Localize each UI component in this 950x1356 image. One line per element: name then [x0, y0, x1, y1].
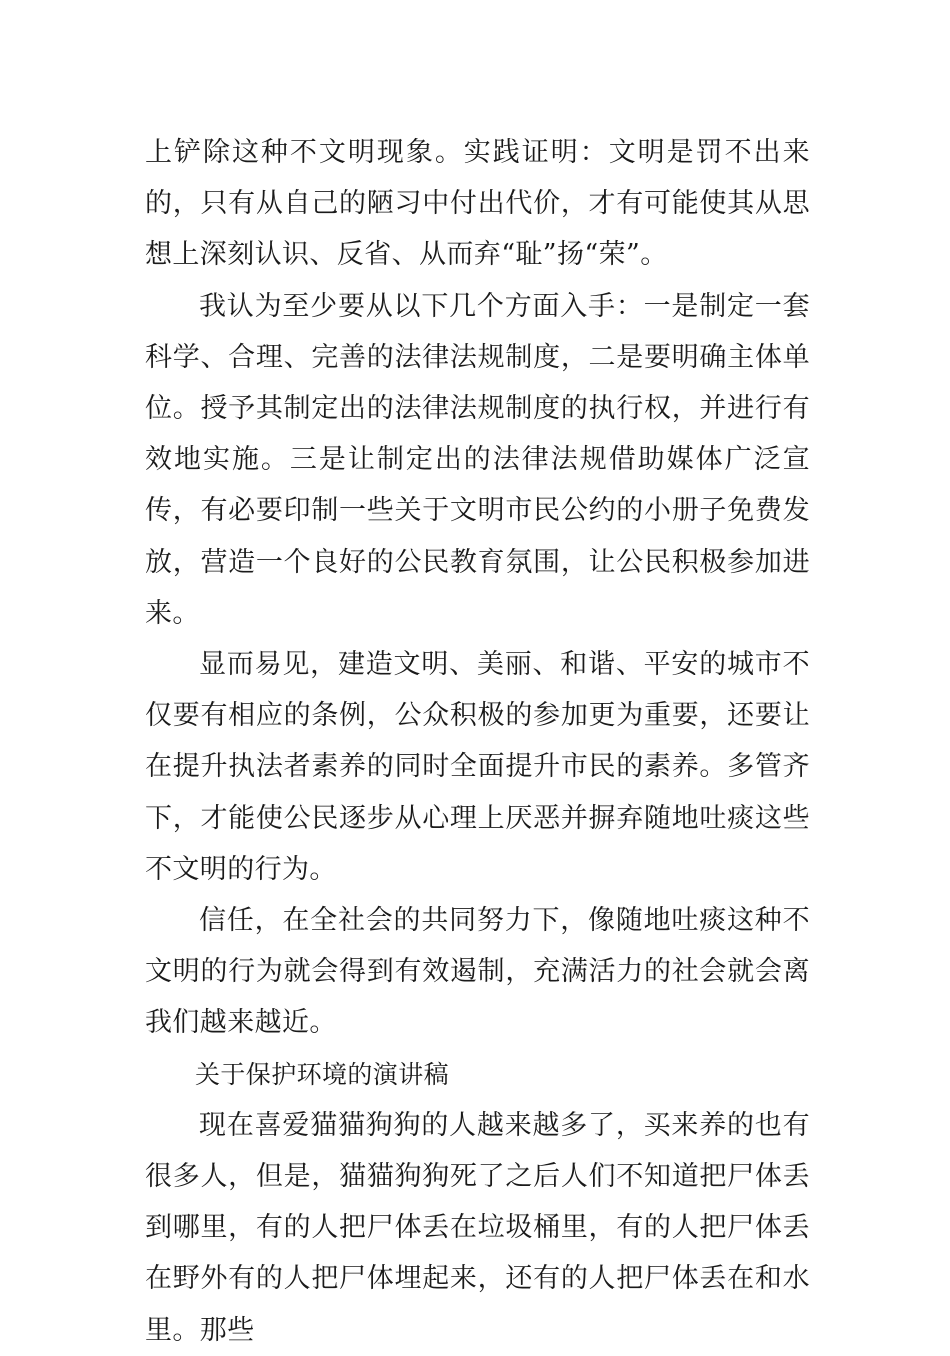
paragraph-5: 现在喜爱猫猫狗狗的人越来越多了，买来养的也有很多人，但是，猫猫狗狗死了之后人们不知道把尸体丢到哪里，有的人把尸体丢在垃圾桶里，有的人把尸体丢在野外有的人把尸体埋起来，还有的人把尸体丢在和水里。那些 [145, 1109, 810, 1346]
paragraph-1: 上铲除这种不文明现象。实践证明：文明是罚不出来的，只有从自己的陋习中付出代价，才有可能使其从思想上深刻认识、反省、从而弃“耻”扬“荣”。 [145, 137, 810, 271]
paragraph-4: 信任，在全社会的共同努力下，像随地吐痰这种不文明的行为就会得到有效遏制，充满活力的社会就会离我们越来越近。 [145, 905, 810, 1039]
paragraph-3: 显而易见，建造文明、美丽、和谐、平安的城市不仅要有相应的条例，公众积极的参加更为重要，还要让在提升执法者素养的同时全面提升市民的素养。多管齐下，才能使公民逐步从心理上厌恶并摒弃随地吐痰这些不文明的行为。 [145, 649, 810, 885]
paragraph-2: 我认为至少要从以下几个方面入手：一是制定一套科学、合理、完善的法律法规制度，二是要明确主体单位。授予其制定出的法律法规制度的执行权，并进行有效地实施。三是让制定出的法律法规借助媒体广泛宣传，有必要印制一些关于文明市民公约的小册子免费发放，营造一个良好的公民教育氛围，让公民积极参加进来。 [145, 290, 810, 629]
document-body [145, 127, 810, 1356]
section-title: 关于保护环境的演讲稿 [195, 1059, 450, 1089]
